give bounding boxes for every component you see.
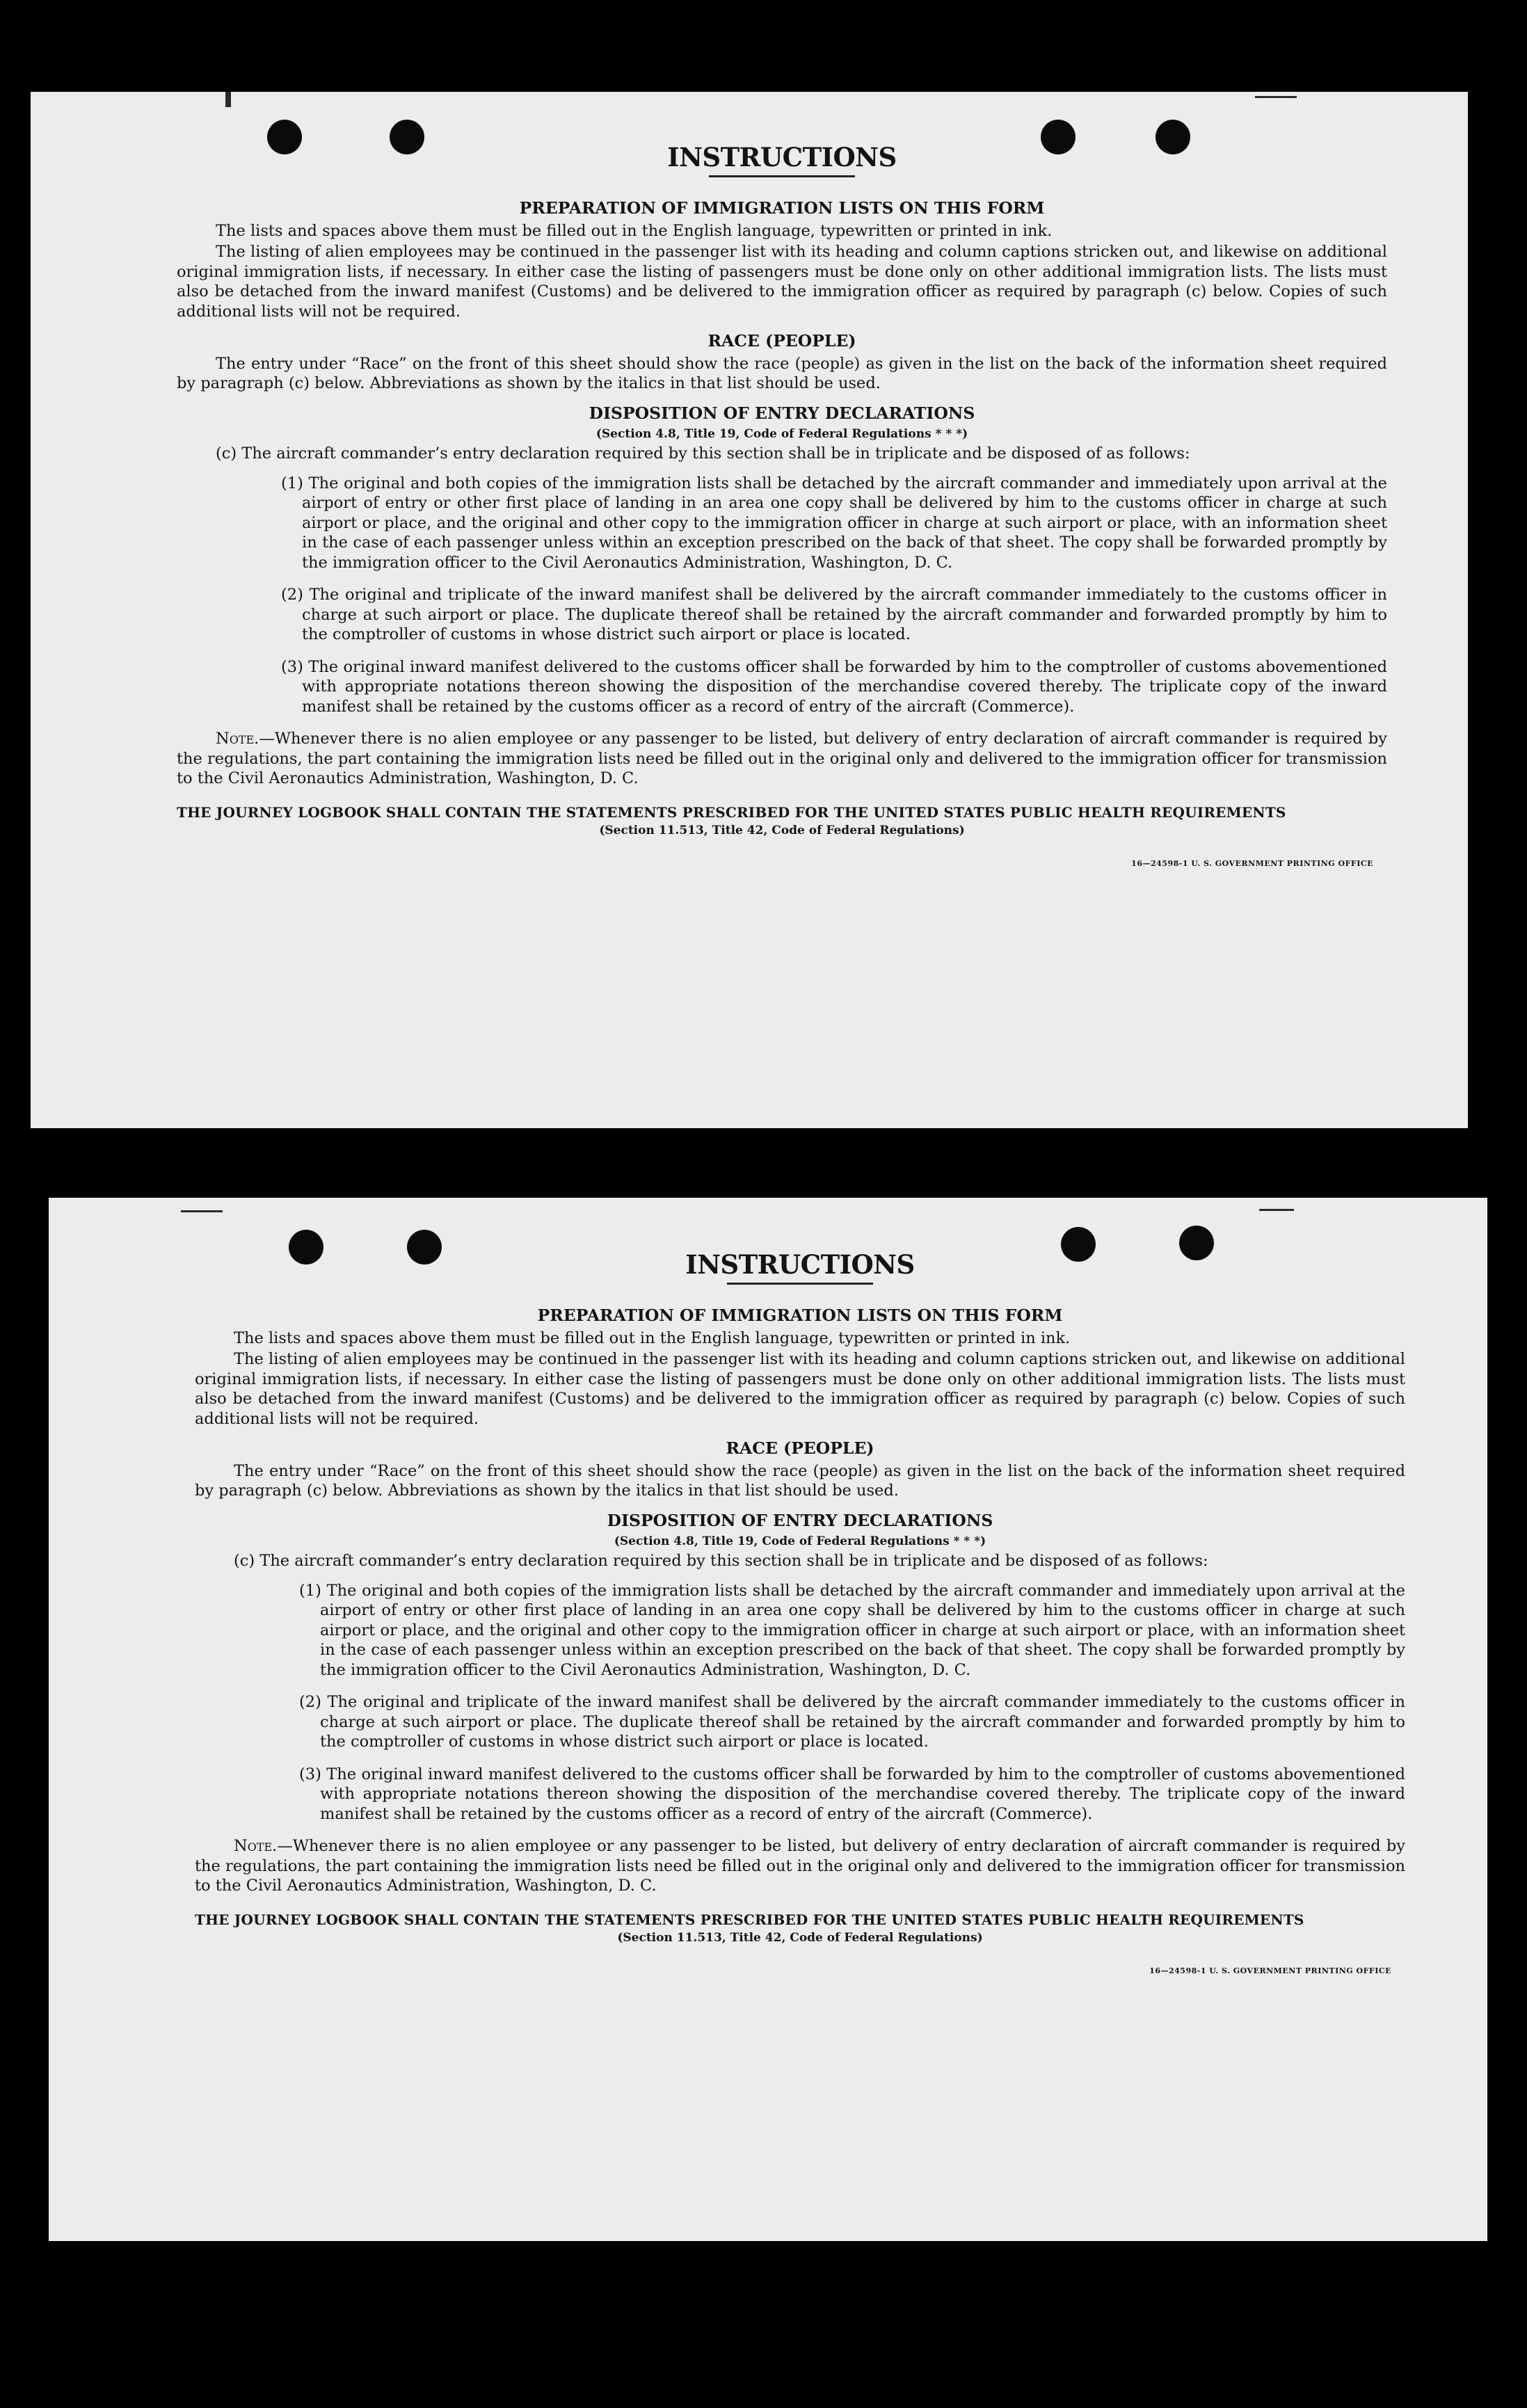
- note-paragraph: [177, 729, 1387, 789]
- printer-imprint: 16—24598-1 U. S. GOVERNMENT PRINTING OFFICE: [1131, 859, 1373, 868]
- paragraph: The lists and spaces above them must be filled out in the English language, typewritten or printed in ink.: [234, 1329, 1071, 1347]
- list-item: (1) The original and both copies of the immigration lists shall be detached by the aircraft commander and immediately upon arrival at the airport of entry or other first place of landing in an area one copy shall be delivered by him to the customs officer in charge at such airport or place, and the original and other copy to the immigration officer in charge at such airport or place, with an information sheet in the case of each passenger unless within an exception prescribed on the back of that sheet. The copy shall be forwarded promptly by the immigration officer to the Civil Aeronautics Administration, Washington, D. C.: [281, 474, 1387, 572]
- scan-mark: [225, 92, 231, 107]
- logbook-statement: THE JOURNEY LOGBOOK SHALL CONTAIN THE STATEMENTS PRESCRIBED FOR THE UNITED STATES PUBLIC HEALTH REQUIREMENTS: [177, 803, 1286, 821]
- logbook-citation: (Section 11.513, Title 42, Code of Federal Regulations): [617, 1931, 983, 1945]
- section-citation: (Section 4.8, Title 19, Code of Federal Regulations * * *): [614, 1534, 986, 1548]
- section-heading: RACE (PEOPLE): [726, 1438, 874, 1458]
- section-heading: DISPOSITION OF ENTRY DECLARATIONS: [589, 403, 975, 423]
- note-label: Note.: [216, 730, 259, 748]
- list-item: (3) The original inward manifest delivered to the customs officer shall be forwarded by him to the comptroller of customs abovementioned with appropriate notations thereon showing the disposition of the merchandise covered thereby. The triplicate copy of the inward manifest shall be retained by the customs officer as a record of entry of the aircraft (Commerce).: [281, 657, 1387, 716]
- paragraph: The entry under “Race” on the front of this sheet should show the race (people) as given in the list on the back of the information sheet required by paragraph (c) below. Abbreviations as shown by the italics in that list should be used.: [195, 1461, 1405, 1500]
- paragraph: (c) The aircraft commander’s entry declaration required by this section shall be in triplicate and be disposed of as follows:: [234, 1552, 1208, 1570]
- list-item: (2) The original and triplicate of the inward manifest shall be delivered by the aircraft commander immediately to the customs officer in charge at such airport or place. The duplicate thereof shall be retained by the aircraft commander and forwarded promptly by him to the comptroller of customs in whose district such airport or place is located.: [281, 586, 1387, 643]
- page-title: INSTRUCTIONS: [685, 1249, 915, 1280]
- section-heading: PREPARATION OF IMMIGRATION LISTS ON THIS FORM: [537, 1306, 1063, 1325]
- paragraph: (c) The aircraft commander’s entry declaration required by this section shall be in triplicate and be disposed of as follows:: [216, 444, 1190, 463]
- paragraph: The listing of alien employees may be continued in the passenger list with its heading and column captions stricken out, and likewise on additional original immigration lists, if necessary. In either case the listing of passengers must be done only on other additional immigration lists. The lists must also be detached from the inward manifest (Customs) and be delivered to the immigration officer as required by paragraph (c) below. Copies of such additional lists will not be required.: [195, 1350, 1405, 1428]
- instruction-sheet-2: [49, 1198, 1487, 2241]
- section-heading: PREPARATION OF IMMIGRATION LISTS ON THIS FORM: [519, 198, 1045, 218]
- instruction-sheet-1: [31, 92, 1468, 1128]
- note-text: —Whenever there is no alien employee or any passenger to be listed, but delivery of entry declaration of aircraft commander is required by the regulations, the part containing the immigration lists need be filled out in the original only and delivered to the immigration officer for transmission to the Civil Aeronautics Administration, Washington, D. C.: [195, 1837, 1405, 1895]
- logbook-citation: (Section 11.513, Title 42, Code of Federal Regulations): [599, 824, 965, 837]
- printer-imprint: 16—24598-1 U. S. GOVERNMENT PRINTING OFFICE: [1149, 1966, 1391, 1975]
- list-item: (1) The original and both copies of the immigration lists shall be detached by the aircraft commander and immediately upon arrival at the airport of entry or other first place of landing in an area one copy shall be delivered by him to the customs officer in charge at such airport or place, and the original and other copy to the immigration officer in charge at such airport or place, with an information sheet in the case of each passenger unless within an exception prescribed on the back of that sheet. The copy shall be forwarded promptly by the immigration officer to the Civil Aeronautics Administration, Washington, D. C.: [299, 1581, 1405, 1679]
- note-label: Note.: [234, 1837, 278, 1855]
- note-paragraph: [195, 1836, 1405, 1896]
- note-text: —Whenever there is no alien employee or any passenger to be listed, but delivery of entry declaration of aircraft commander is required by the regulations, the part containing the immigration lists need be filled out in the original only and delivered to the immigration officer for transmission to the Civil Aeronautics Administration, Washington, D. C.: [177, 730, 1387, 787]
- scan-mark: [1259, 1209, 1294, 1211]
- title-rule: [727, 1283, 873, 1285]
- scan-mark: [1255, 96, 1297, 98]
- section-heading: DISPOSITION OF ENTRY DECLARATIONS: [607, 1510, 993, 1530]
- scan-mark: [181, 1210, 223, 1212]
- section-citation: (Section 4.8, Title 19, Code of Federal Regulations * * *): [595, 427, 968, 441]
- list-item: (3) The original inward manifest delivered to the customs officer shall be forwarded by him to the comptroller of customs abovementioned with appropriate notations thereon showing the disposition of the merchandise covered thereby. The triplicate copy of the inward manifest shall be retained by the customs officer as a record of entry of the aircraft (Commerce).: [299, 1765, 1405, 1823]
- paragraph: The listing of alien employees may be continued in the passenger list with its heading and column captions stricken out, and likewise on additional original immigration lists, if necessary. In either case the listing of passengers must be done only on other additional immigration lists. The lists must also be detached from the inward manifest (Customs) and be delivered to the immigration officer as required by paragraph (c) below. Copies of such additional lists will not be required.: [177, 243, 1387, 321]
- paragraph: The entry under “Race” on the front of this sheet should show the race (people) as given in the list on the back of the information sheet required by paragraph (c) below. Abbreviations as shown by the italics in that list should be used.: [177, 354, 1387, 392]
- section-heading: RACE (PEOPLE): [707, 331, 856, 351]
- list-item: (2) The original and triplicate of the inward manifest shall be delivered by the aircraft commander immediately to the customs officer in charge at such airport or place. The duplicate thereof shall be retained by the aircraft commander and forwarded promptly by him to the comptroller of customs in whose district such airport or place is located.: [299, 1693, 1405, 1751]
- logbook-statement: THE JOURNEY LOGBOOK SHALL CONTAIN THE STATEMENTS PRESCRIBED FOR THE UNITED STATES PUBLIC HEALTH REQUIREMENTS: [195, 1911, 1304, 1928]
- instructions-text: [177, 142, 1387, 874]
- instructions-text: [195, 1249, 1405, 1982]
- paragraph: The lists and spaces above them must be filled out in the English language, typewritten or printed in ink.: [216, 221, 1053, 240]
- title-rule: [709, 175, 855, 177]
- page-title: INSTRUCTIONS: [667, 142, 897, 172]
